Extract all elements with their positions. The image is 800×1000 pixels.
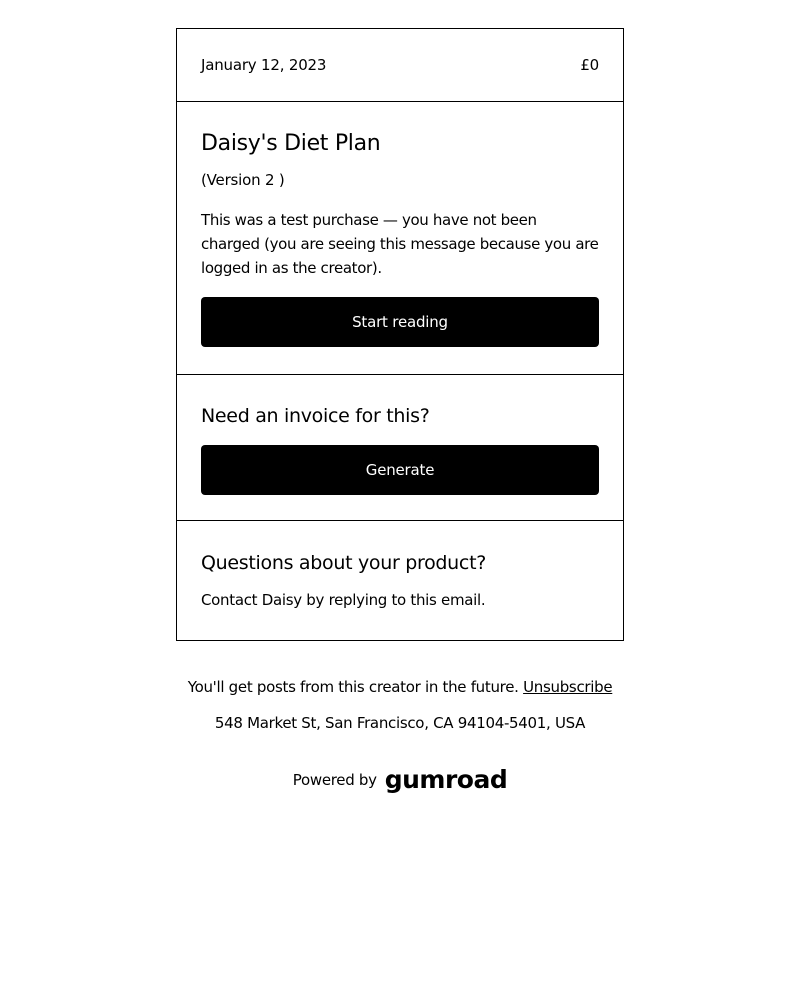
powered-by-label: Powered by bbox=[292, 771, 377, 789]
posts-notice: You'll get posts from this creator in the future. bbox=[187, 678, 519, 696]
receipt-card bbox=[176, 28, 624, 641]
powered-by bbox=[0, 765, 800, 794]
email-footer bbox=[0, 676, 800, 792]
subscription-line bbox=[0, 676, 800, 698]
product-version: (Version 2 ) bbox=[201, 171, 285, 189]
invoice-section bbox=[177, 374, 623, 520]
contact-text: Contact Daisy by replying to this email. bbox=[201, 591, 486, 609]
start-reading-button[interactable]: Start reading bbox=[201, 297, 599, 347]
purchase-price: £0 bbox=[580, 56, 599, 74]
product-section bbox=[177, 101, 623, 374]
purchase-date: January 12, 2023 bbox=[201, 56, 327, 74]
generate-invoice-button[interactable]: Generate bbox=[201, 445, 599, 495]
company-address: 548 Market St, San Francisco, CA 94104-5401, USA bbox=[214, 714, 586, 732]
invoice-heading: Need an invoice for this? bbox=[201, 405, 430, 427]
test-purchase-notice: This was a test purchase — you have not been charged (you are seeing this message because you are logged in as the creator). bbox=[201, 211, 599, 277]
receipt-header bbox=[177, 29, 623, 101]
questions-section bbox=[177, 520, 623, 640]
product-title: Daisy's Diet Plan bbox=[201, 131, 381, 156]
questions-heading: Questions about your product? bbox=[201, 552, 487, 574]
unsubscribe-link[interactable]: Unsubscribe bbox=[523, 678, 613, 696]
gumroad-logo-icon: gumroad bbox=[384, 765, 508, 794]
